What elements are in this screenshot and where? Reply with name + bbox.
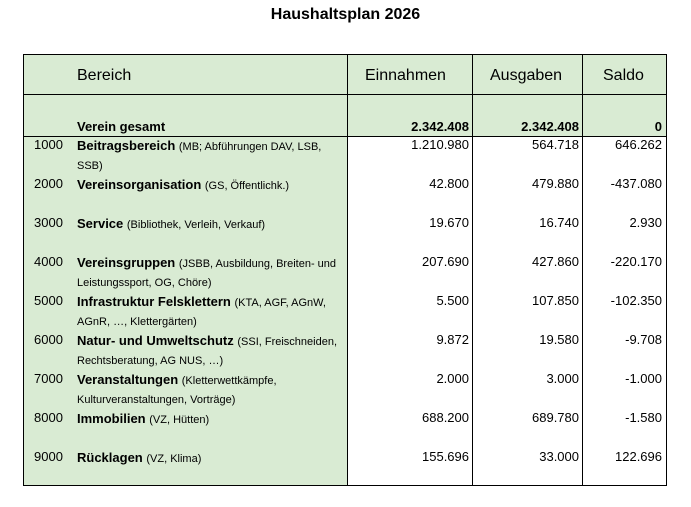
header-divider	[24, 94, 666, 95]
table-row	[24, 332, 666, 371]
row-saldo: 646.262	[615, 137, 662, 152]
row-label	[77, 332, 345, 370]
row-name: Rücklagen	[77, 450, 143, 465]
row-ausgaben: 19.580	[539, 332, 579, 347]
row-name: Infrastruktur Felsklettern	[77, 294, 231, 309]
row-detail: (VZ, Hütten)	[149, 414, 210, 426]
table-row	[24, 371, 666, 410]
row-einnahmen: 207.690	[422, 254, 469, 269]
header-ausgaben: Ausgaben	[490, 67, 563, 84]
row-einnahmen: 688.200	[422, 410, 469, 425]
summary-ausgaben: 2.342.408	[521, 119, 579, 134]
row-name: Vereinsorganisation	[77, 177, 202, 192]
table-row	[24, 293, 666, 332]
row-einnahmen: 5.500	[436, 293, 469, 308]
table-row	[24, 449, 666, 488]
row-ausgaben: 33.000	[539, 449, 579, 464]
row-label	[77, 293, 345, 331]
row-einnahmen: 2.000	[436, 371, 469, 386]
table-row	[24, 410, 666, 449]
row-label	[77, 137, 345, 175]
row-ausgaben: 564.718	[532, 137, 579, 152]
row-name: Natur- und Umweltschutz	[77, 333, 234, 348]
table-row	[24, 137, 666, 176]
row-label	[77, 449, 345, 468]
row-einnahmen: 42.800	[429, 176, 469, 191]
summary-label: Verein gesamt	[77, 119, 166, 134]
row-code: 8000	[34, 410, 63, 425]
row-name: Immobilien	[77, 411, 146, 426]
budget-table	[23, 54, 667, 486]
row-detail: (GS, Öffentlichk.)	[204, 180, 290, 192]
row-label	[77, 176, 345, 195]
row-saldo: -220.170	[610, 254, 662, 269]
header-saldo: Saldo	[603, 67, 644, 84]
summary-einnahmen: 2.342.408	[411, 119, 469, 134]
row-saldo: -1.000	[625, 371, 662, 386]
table-row	[24, 176, 666, 215]
row-detail: (KTA, AGF, AGnW, AGnR, …, Klettergärten)	[77, 297, 326, 328]
row-name: Vereinsgruppen	[77, 255, 176, 270]
row-code: 4000	[34, 254, 63, 269]
header-bereich: Bereich	[77, 67, 132, 84]
row-ausgaben: 107.850	[532, 293, 579, 308]
header-einnahmen: Einnahmen	[365, 67, 446, 84]
row-saldo: 122.696	[615, 449, 662, 464]
row-saldo: 2.930	[629, 215, 662, 230]
row-saldo: -1.580	[625, 410, 662, 425]
row-ausgaben: 427.860	[532, 254, 579, 269]
row-label	[77, 410, 345, 429]
row-name: Beitragsbereich	[77, 138, 176, 153]
row-code: 2000	[34, 176, 63, 191]
table-row	[24, 215, 666, 254]
row-name: Service	[77, 216, 124, 231]
row-code: 5000	[34, 293, 63, 308]
row-code: 6000	[34, 332, 63, 347]
row-name: Veranstaltungen	[77, 372, 179, 387]
row-saldo: -437.080	[610, 176, 662, 191]
row-ausgaben: 689.780	[532, 410, 579, 425]
row-detail: (JSBB, Ausbildung, Breiten- und Leistungssport, OG, Chöre)	[77, 258, 337, 289]
summary-saldo: 0	[654, 119, 662, 134]
page-title: Haushaltsplan 2026	[270, 6, 421, 23]
row-code: 9000	[34, 449, 63, 464]
row-detail: (MB; Abführungen DAV, LSB, SSB)	[77, 141, 322, 172]
row-code: 7000	[34, 371, 63, 386]
row-ausgaben: 479.880	[532, 176, 579, 191]
row-ausgaben: 16.740	[539, 215, 579, 230]
row-einnahmen: 1.210.980	[411, 137, 469, 152]
row-einnahmen: 19.670	[429, 215, 469, 230]
row-einnahmen: 9.872	[436, 332, 469, 347]
table-row	[24, 254, 666, 293]
row-label	[77, 254, 345, 292]
row-label	[77, 371, 345, 409]
row-detail: (Bibliothek, Verleih, Verkauf)	[126, 219, 266, 231]
row-ausgaben: 3.000	[546, 371, 579, 386]
row-detail: (SSI, Freischneiden, Rechtsberatung, AG NUS, …)	[77, 336, 338, 367]
row-code: 1000	[34, 137, 63, 152]
row-code: 3000	[34, 215, 63, 230]
row-detail: (VZ, Klima)	[146, 453, 202, 465]
row-label	[77, 215, 345, 234]
row-saldo: -9.708	[625, 332, 662, 347]
row-saldo: -102.350	[610, 293, 662, 308]
row-detail: (Kletterwettkämpfe, Kulturveranstaltungen, Vorträge)	[77, 375, 277, 406]
row-einnahmen: 155.696	[422, 449, 469, 464]
